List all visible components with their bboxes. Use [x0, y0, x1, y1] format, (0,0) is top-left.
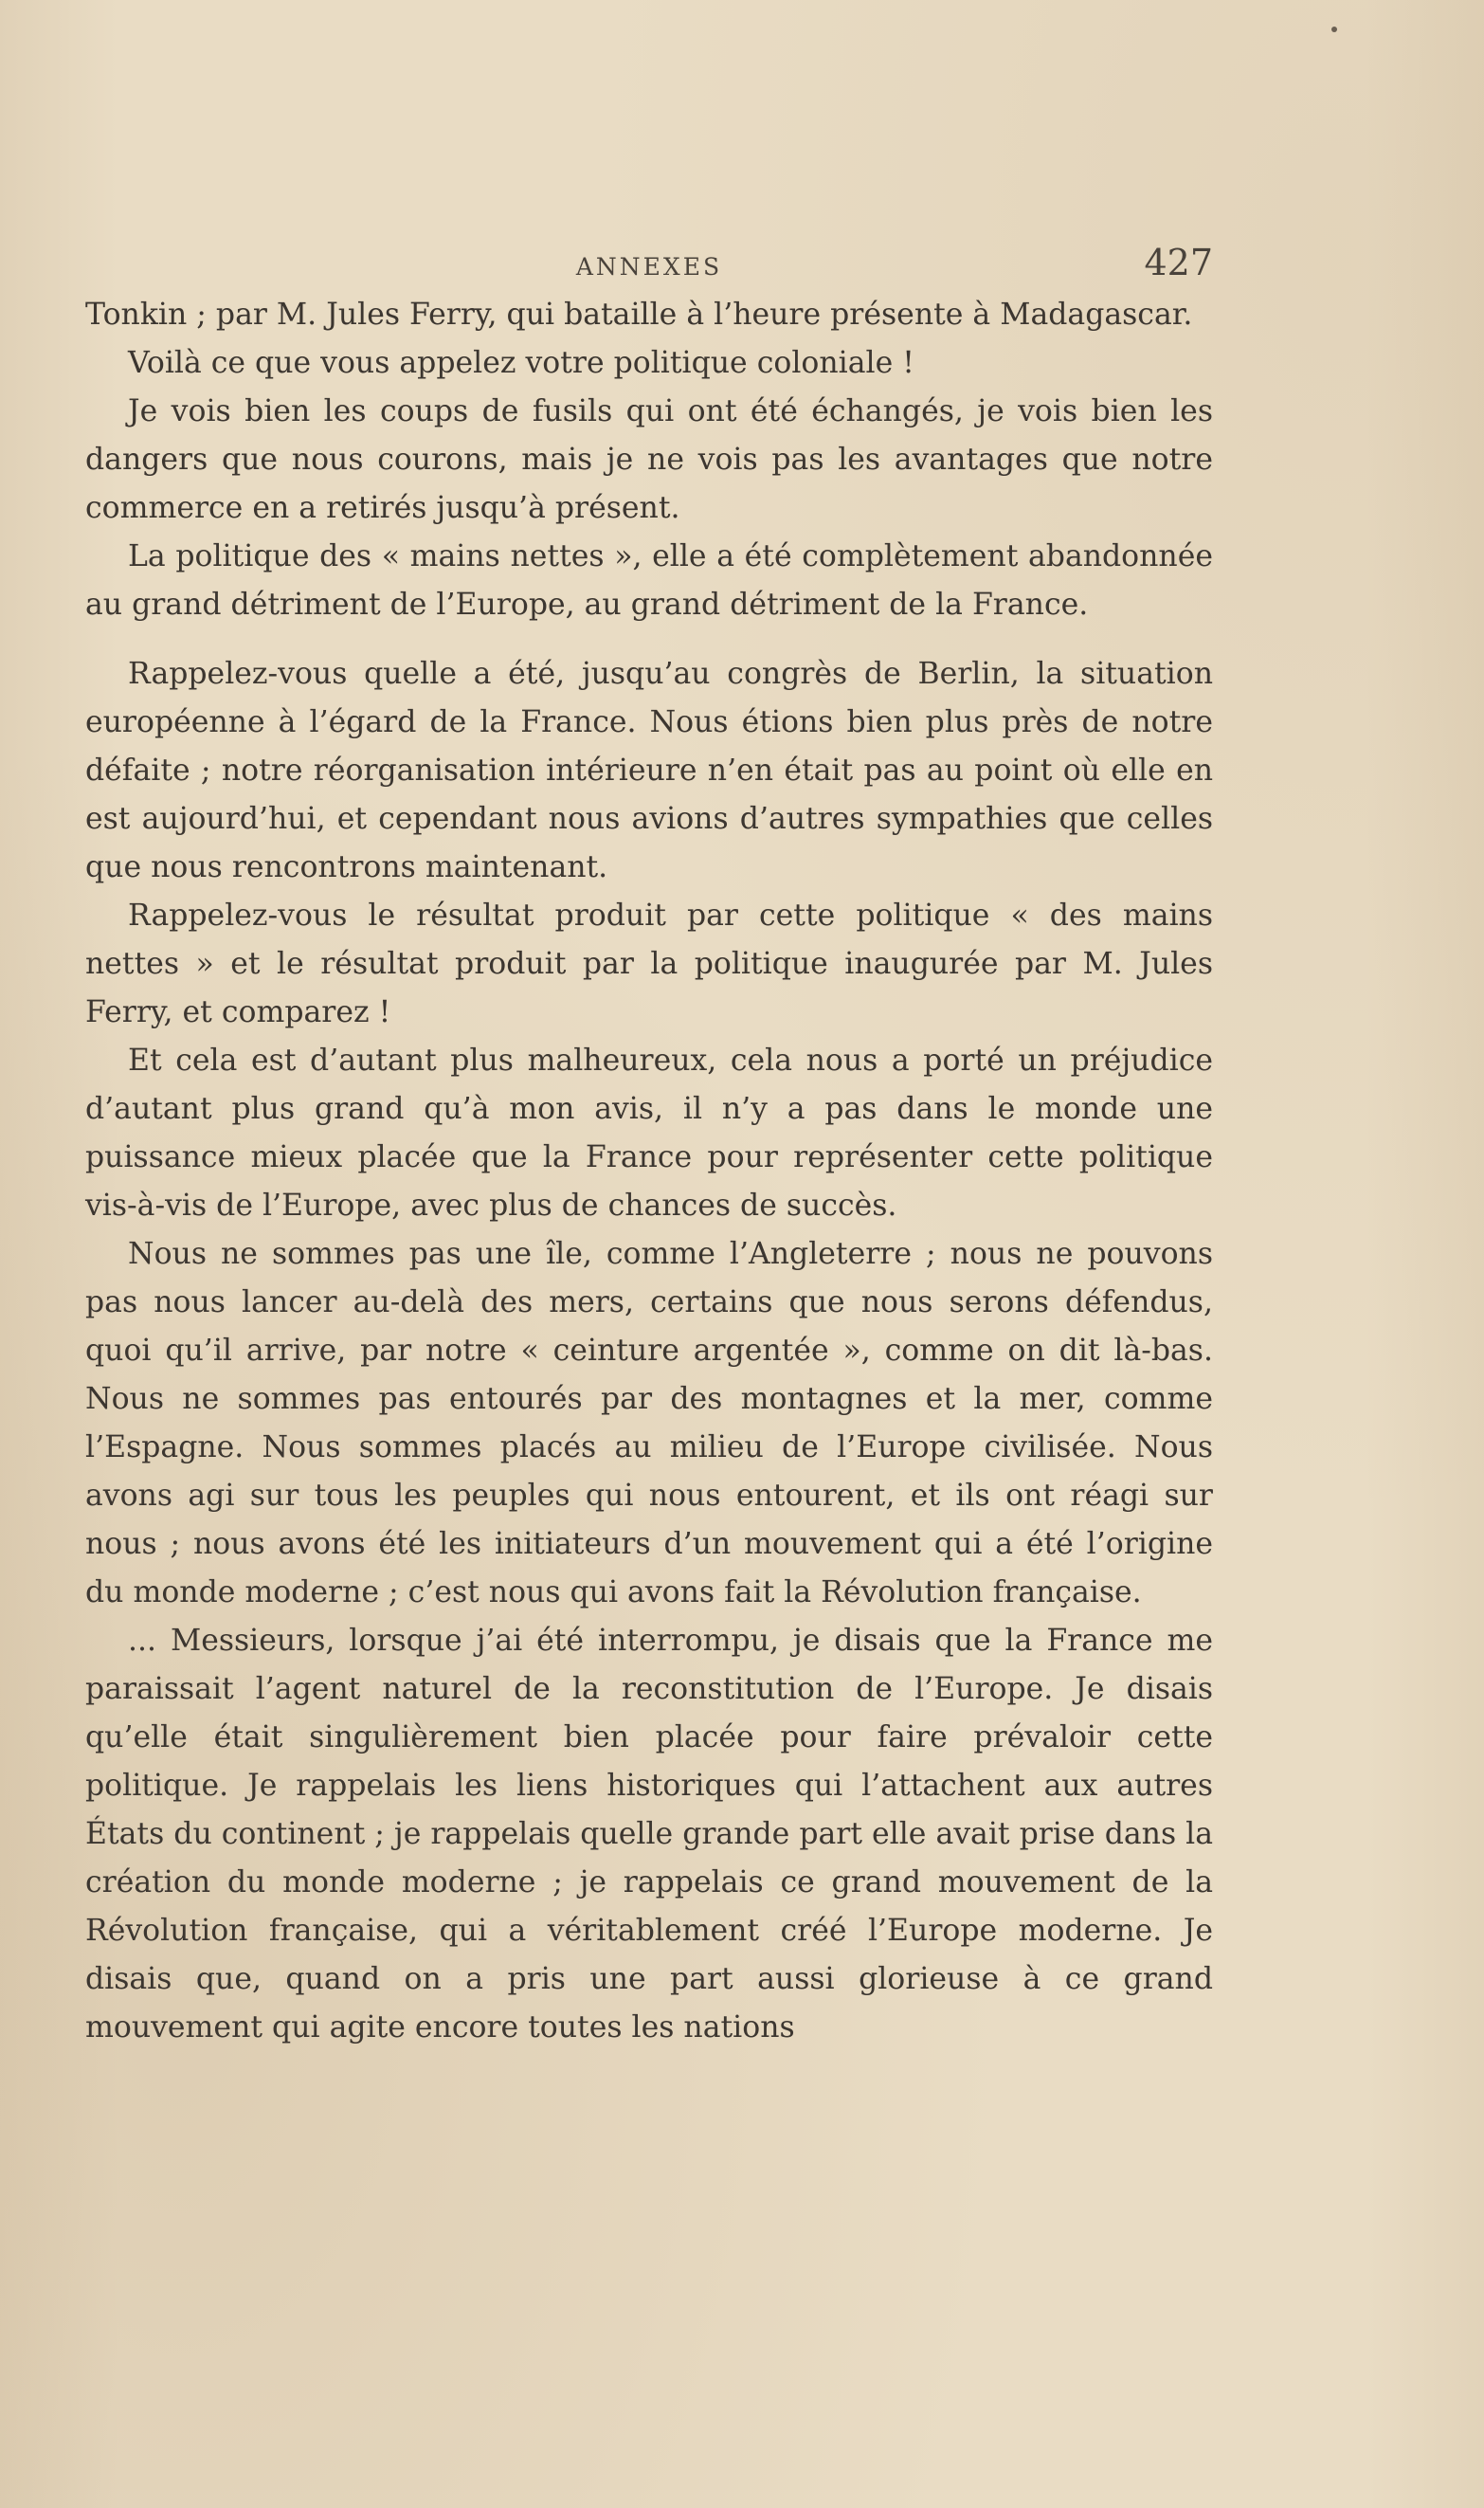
page-header — [85, 242, 1213, 289]
running-title: ANNEXES — [575, 253, 723, 281]
paragraph-8: Nous ne sommes pas une île, comme l’Angleterre ; nous ne pouvons pas nous lancer au-delà des mers, certains que nous serons défendus, quoi qu’il arrive, par notre « ceinture argentée », comme on dit là-bas. Nous ne sommes pas entourés par des montagnes et la mer, comme l’Espagne. Nous sommes placés au milieu de l’Europe civilisée. Nous avons agi sur tous les peuples qui nous entourent, et ils ont réagi sur nous ; nous avons été les initiateurs d’un mouvement qui a été l’origine du monde moderne ; c’est nous qui avons fait la Révolution française. — [85, 1237, 1213, 1609]
paragraph-1: Tonkin ; par M. Jules Ferry, qui bataille à l’heure présente à Madagascar. — [85, 298, 1193, 332]
margin-dot — [1331, 27, 1337, 32]
paragraph-3: Je vois bien les coups de fusils qui ont été échangés, je vois bien les dangers que nous courons, mais je ne vois pas les avantages que notre commerce en a retirés jusqu’à présent. — [85, 394, 1213, 525]
body-text — [85, 291, 1213, 2052]
book-page — [85, 242, 1213, 2052]
paragraph-4: La politique des « mains nettes », elle a été complètement abandonnée au grand détriment de l’Europe, au grand détriment de la France. — [85, 539, 1213, 622]
paragraph-9: ... Messieurs, lorsque j’ai été interrompu, je disais que la France me paraissait l’agent naturel de la reconstitution de l’Europe. Je disais qu’elle était singulièrement bien placée pour faire prévaloir cette politique. Je rappelais les liens historiques qui l’attachent aux autres États du continent ; je rappelais quelle grande part elle avait prise dans la création du monde moderne ; je rappelais ce grand mouvement de la Révolution française, qui a véritablement créé l’Europe moderne. Je disais que, quand on a pris une part aussi glorieuse à ce grand mouvement qui agite encore toutes les nations — [85, 1624, 1213, 2045]
paragraph-7: Et cela est d’autant plus malheureux, cela nous a porté un préjudice d’autant plus grand qu’à mon avis, il n’y a pas dans le monde une puissance mieux placée que la France pour représenter cette politique vis-à-vis de l’Europe, avec plus de chances de succès. — [85, 1044, 1213, 1223]
paragraph-5: Rappelez-vous quelle a été, jusqu’au congrès de Berlin, la situation européenne à l’égard de la France. Nous étions bien plus près de notre défaite ; notre réorganisation intérieure n’en était pas au point où elle en est aujourd’hui, et cependant nous avions d’autres sympathies que celles que nous rencontrons maintenant. — [85, 657, 1213, 884]
paragraph-6: Rappelez-vous le résultat produit par cette politique « des mains nettes » et le résultat produit par la politique inaugurée par M. Jules Ferry, et comparez ! — [85, 899, 1213, 1029]
page-number: 427 — [1144, 242, 1213, 283]
paragraph-2: Voilà ce que vous appelez votre politique coloniale ! — [128, 346, 914, 380]
